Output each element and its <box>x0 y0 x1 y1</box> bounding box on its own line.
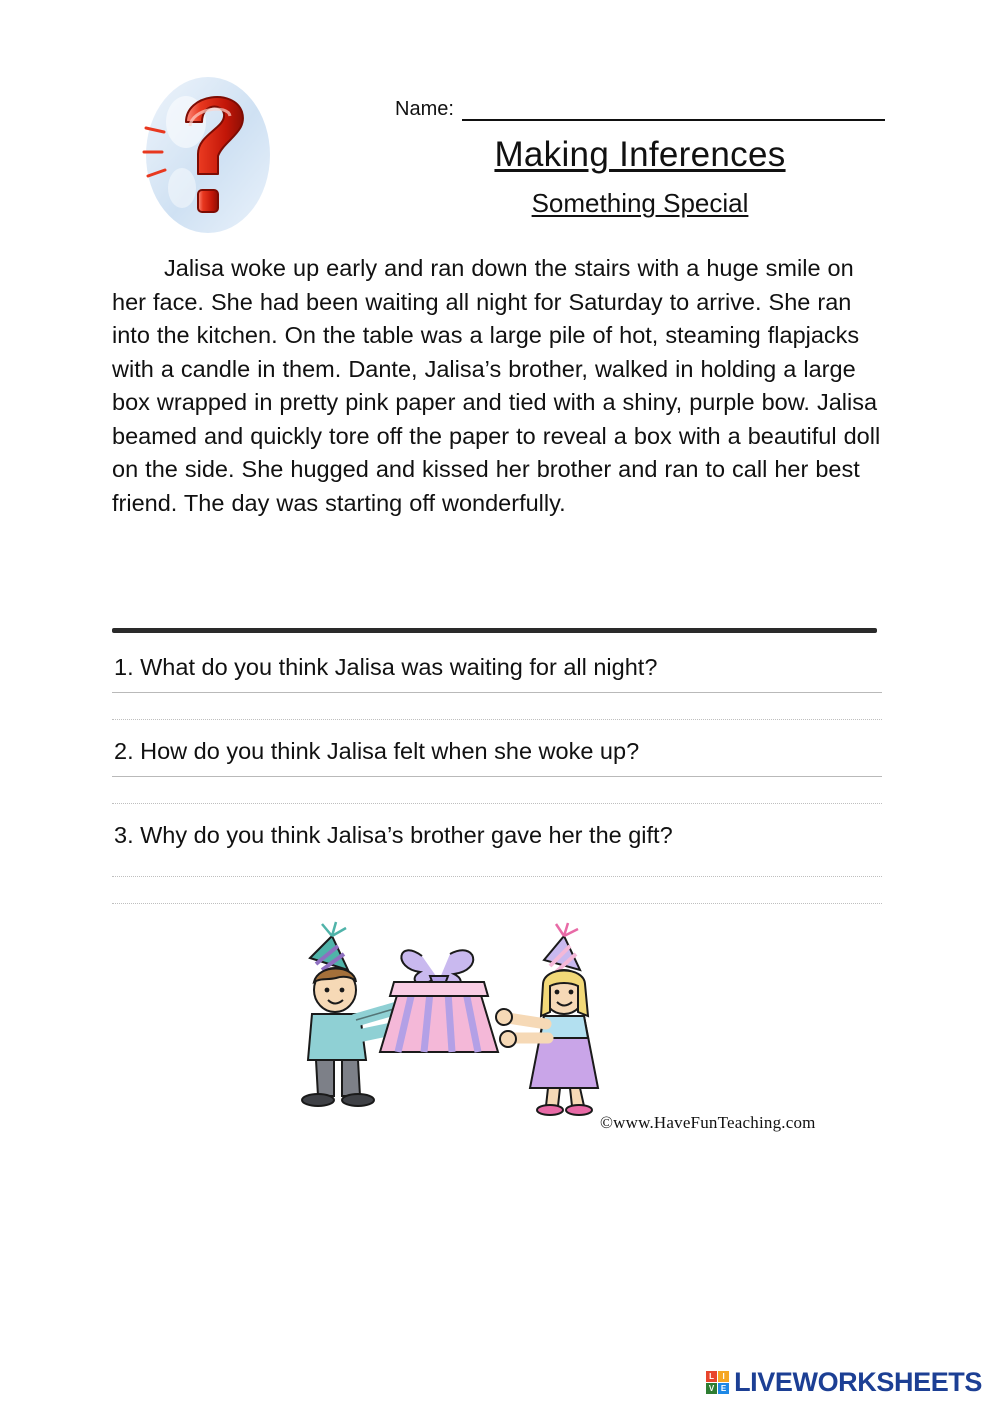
reading-passage: Jalisa woke up early and ran down the stairs with a huge smile on her face. She had been waiting all night for Saturday to arrive. She ran into the kitchen. On the table was a large pile of hot, steaming flapjacks with a candle in them. Dante, Jalisa’s brother, walked in holding a large box wrapped in pretty pink paper and tied with a shiny, purple bow. Jalisa beamed and quickly tore off the paper to reveal a box with a beautiful doll on the side. She hugged and kissed her brother and ran to call her best friend. The day was starting off wonderfully. <box>112 255 881 516</box>
gift-illustration <box>272 920 632 1135</box>
question-2-text: 2. How do you think Jalisa felt when she woke up? <box>114 738 640 764</box>
name-input-line[interactable] <box>462 99 885 121</box>
logo-letter-e: E <box>718 1383 729 1394</box>
liveworksheets-logo-icon <box>706 1371 729 1394</box>
logo-letter-l: L <box>706 1371 717 1382</box>
question-3-block <box>112 820 882 904</box>
question-1-answer-line-1[interactable] <box>112 682 882 693</box>
question-3-text: 3. Why do you think Jalisa’s brother gave her the gift? <box>114 822 673 848</box>
name-field-row[interactable] <box>395 98 885 121</box>
copyright-credit: ©www.HaveFunTeaching.com <box>600 1113 816 1132</box>
question-2-answer-line-2[interactable] <box>112 777 882 804</box>
liveworksheets-brand[interactable] <box>706 1365 982 1399</box>
worksheet-header <box>120 60 890 250</box>
brand-name: LIVEWORKSHEETS <box>734 1366 982 1397</box>
question-3-answer-line-2[interactable] <box>112 877 882 904</box>
page-subtitle: Something Special <box>531 188 749 218</box>
question-2-answer-line-1[interactable] <box>112 766 882 777</box>
questions-section <box>112 652 882 904</box>
section-divider <box>112 628 877 633</box>
question-1-answer-line-2[interactable] <box>112 693 882 720</box>
question-1-block <box>112 652 882 720</box>
question-3-answer-line-1[interactable] <box>112 850 882 877</box>
name-label: Name: <box>395 98 454 120</box>
question-1-text: 1. What do you think Jalisa was waiting for all night? <box>114 654 658 680</box>
logo-letter-v: V <box>706 1383 717 1394</box>
logo-letter-i: I <box>718 1371 729 1382</box>
question-2-block <box>112 736 882 804</box>
question-mark-icon <box>138 70 283 245</box>
page-title: Making Inferences <box>494 135 786 174</box>
